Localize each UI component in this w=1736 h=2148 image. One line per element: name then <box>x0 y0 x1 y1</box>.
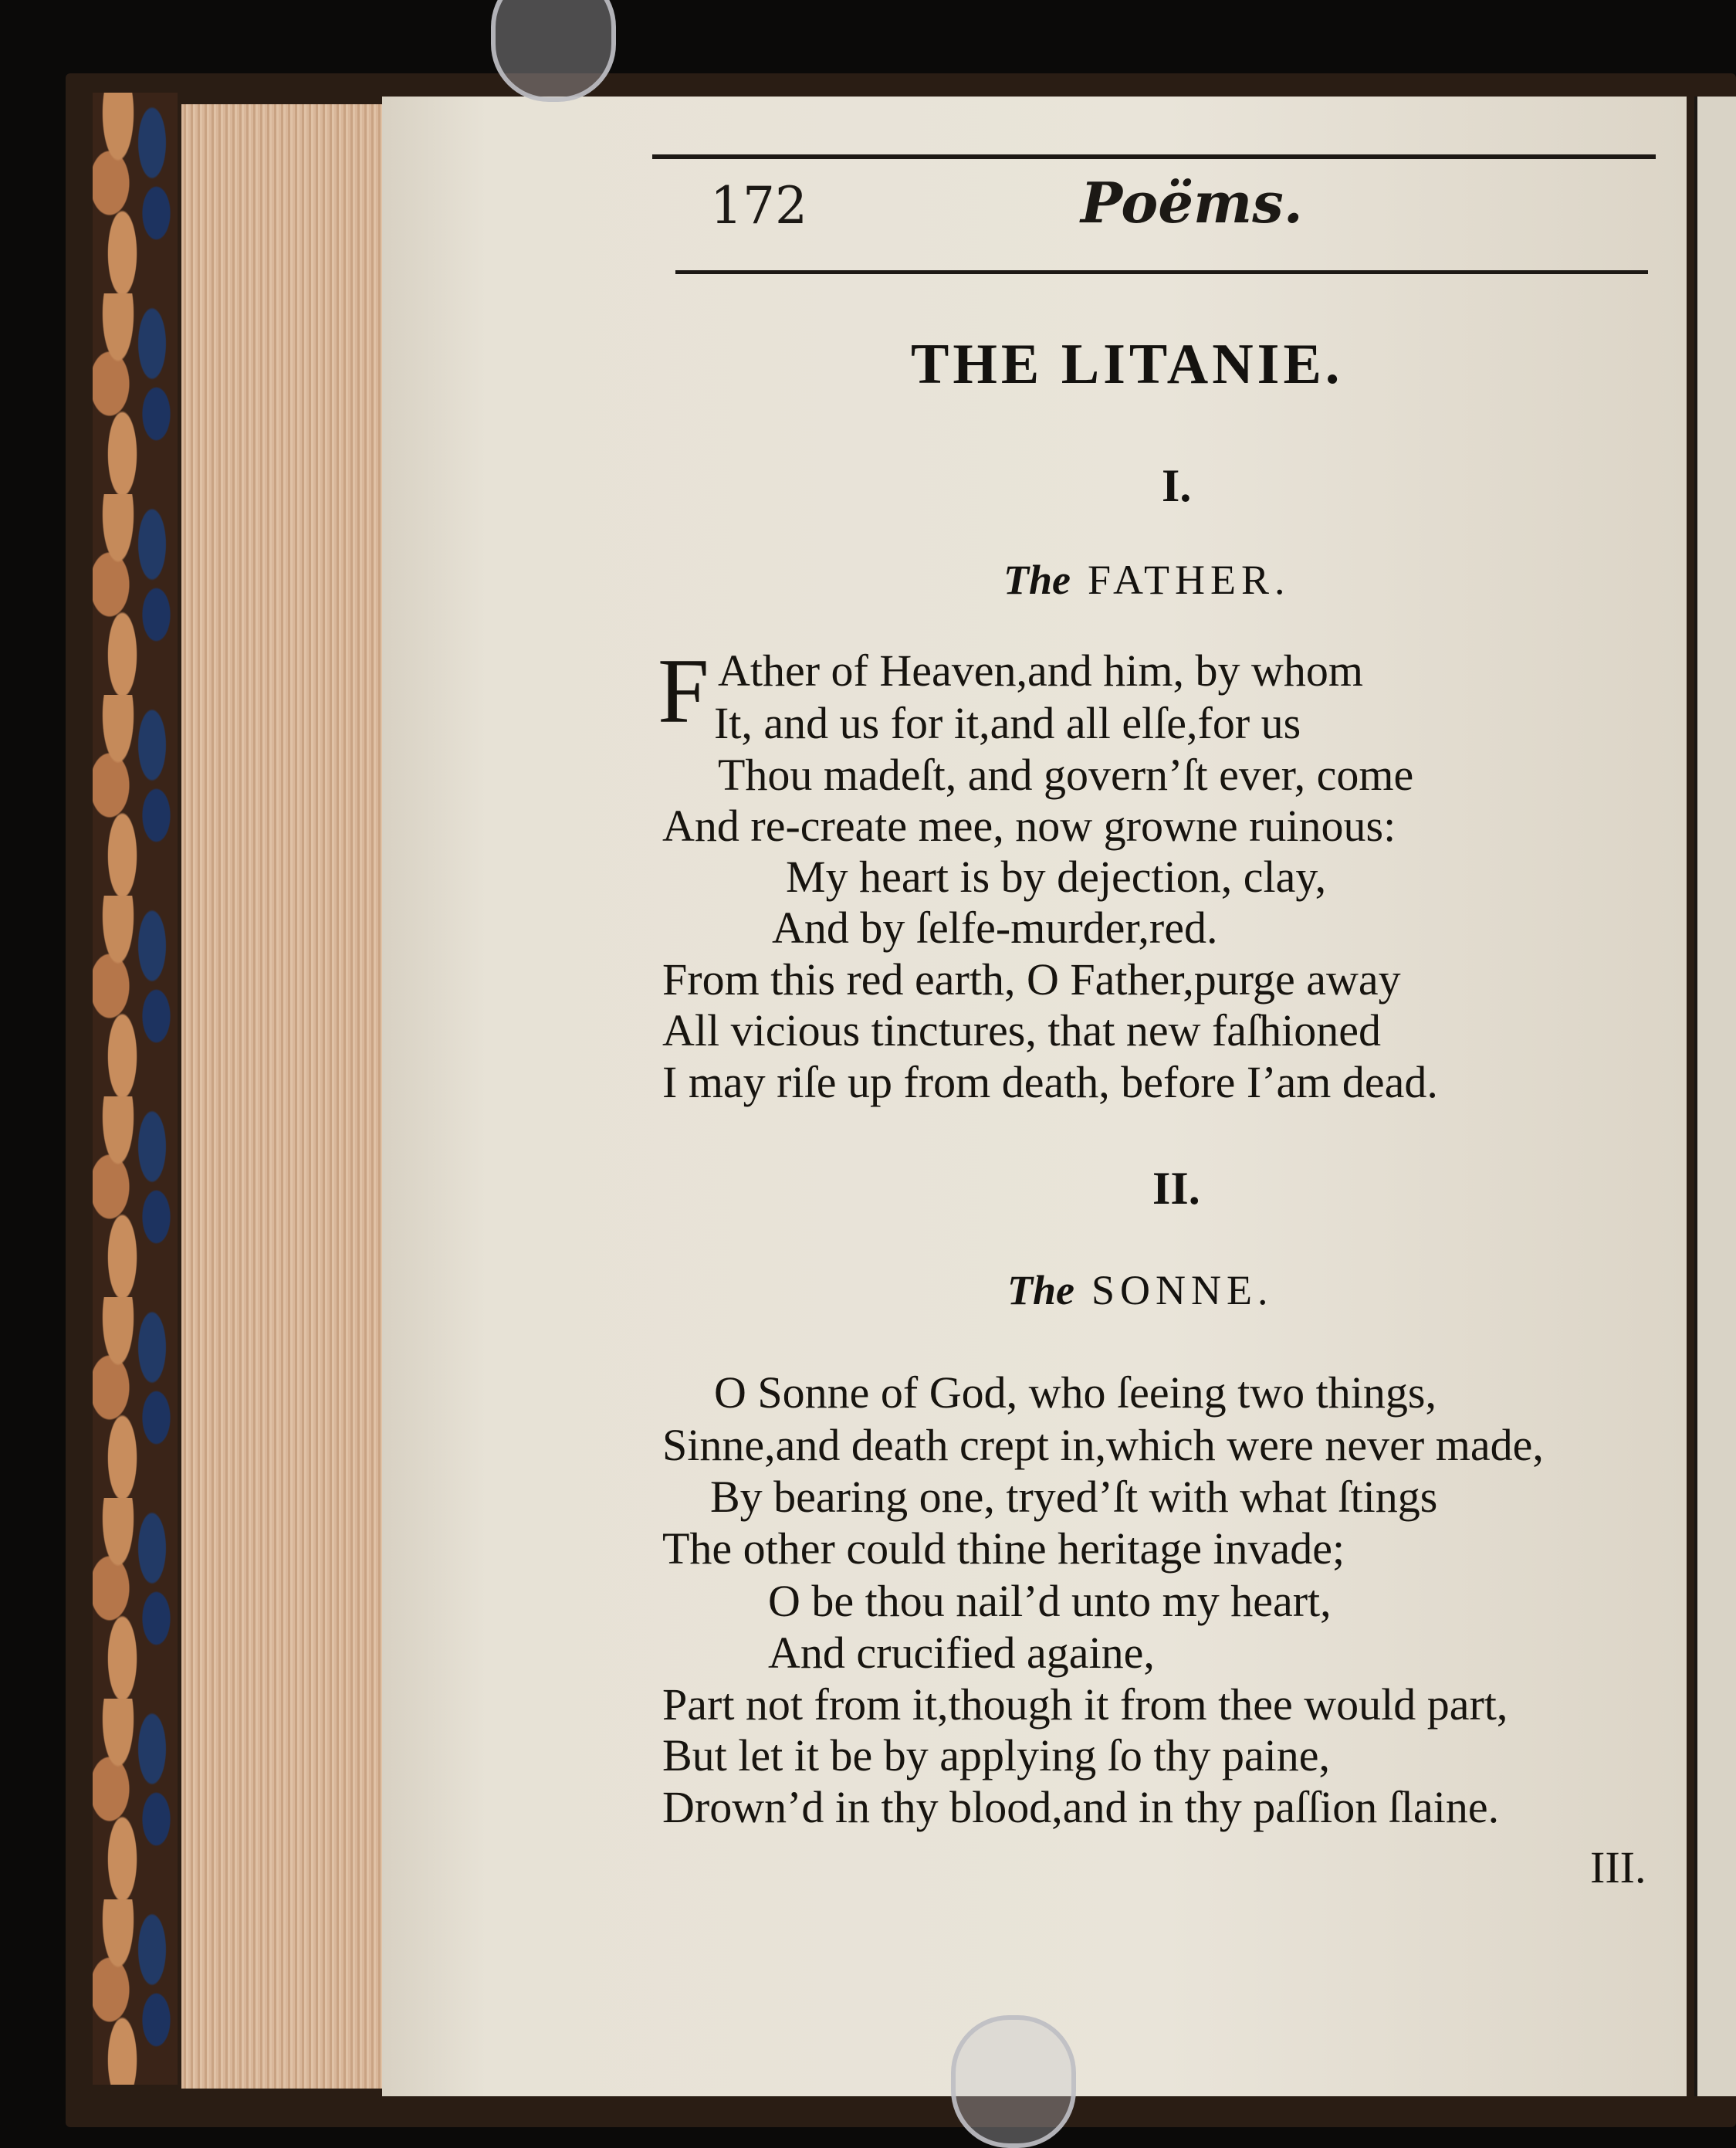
top-page-clip <box>491 0 616 102</box>
section-heading-name: SONNE. <box>1091 1267 1274 1313</box>
poem-line: And re-create mee, now growne ruinous: <box>662 801 1396 851</box>
poem-line: But let it be by applying ſo thy paine, <box>662 1730 1331 1780</box>
section-heading-article: The <box>1003 557 1071 603</box>
poem-line: Part not from it,though it from thee would part, <box>662 1679 1508 1730</box>
poem-title: THE LITANIE. <box>911 333 1344 396</box>
page-edges <box>181 104 382 2089</box>
header-top-rule <box>652 154 1656 159</box>
running-head <box>710 162 1652 247</box>
section-heading-name: FATHER. <box>1088 557 1291 603</box>
poem-line: By bearing one, tryed’ſt with what ſtings <box>710 1472 1438 1522</box>
section-number: I. <box>1162 460 1192 511</box>
page-number: 172 <box>710 176 807 235</box>
facing-page-edge <box>1694 97 1736 2096</box>
marbled-cover-edge <box>93 93 178 2085</box>
poem-line: Sinne,and death crept in,which were never made, <box>662 1420 1544 1470</box>
poem-line: Thou madeſt, and govern’ſt ever, come <box>718 750 1414 800</box>
poem-line: From this red earth, O Father,purge away <box>662 954 1401 1005</box>
poem-line: O Sonne of God, who ſeeing two things, <box>714 1367 1437 1418</box>
poem-line: Ather of Heaven,and him, by whom <box>718 645 1363 696</box>
poem-line: All vicious tinctures, that new faſhioned <box>662 1005 1382 1055</box>
header-bottom-rule <box>675 270 1648 274</box>
poem-line: And crucified againe, <box>768 1628 1155 1678</box>
drop-cap: F <box>658 639 709 742</box>
section-heading <box>1003 556 1291 604</box>
section-heading-article: The <box>1007 1267 1074 1313</box>
poem-line: I may riſe up from death, before I’am dead. <box>662 1057 1438 1107</box>
section-heading <box>1007 1266 1274 1314</box>
section-number: II. <box>1152 1163 1200 1214</box>
poem-line: O be thou nail’d unto my heart, <box>768 1576 1332 1626</box>
catchword: III. <box>1590 1842 1646 1892</box>
running-head-title: Poëms. <box>1081 170 1303 235</box>
bottom-page-clip <box>951 2015 1076 2148</box>
poem-line: Drown’d in thy blood,and in thy paſſion ſlaine. <box>662 1782 1500 1832</box>
poem-line: And by ſelfe-murder,red. <box>772 903 1218 953</box>
poem-line: It, and us for it,and all elſe,for us <box>714 698 1301 748</box>
poem-line: The other could thine heritage invade; <box>662 1523 1345 1574</box>
poem-line: My heart is by dejection, clay, <box>786 852 1327 902</box>
